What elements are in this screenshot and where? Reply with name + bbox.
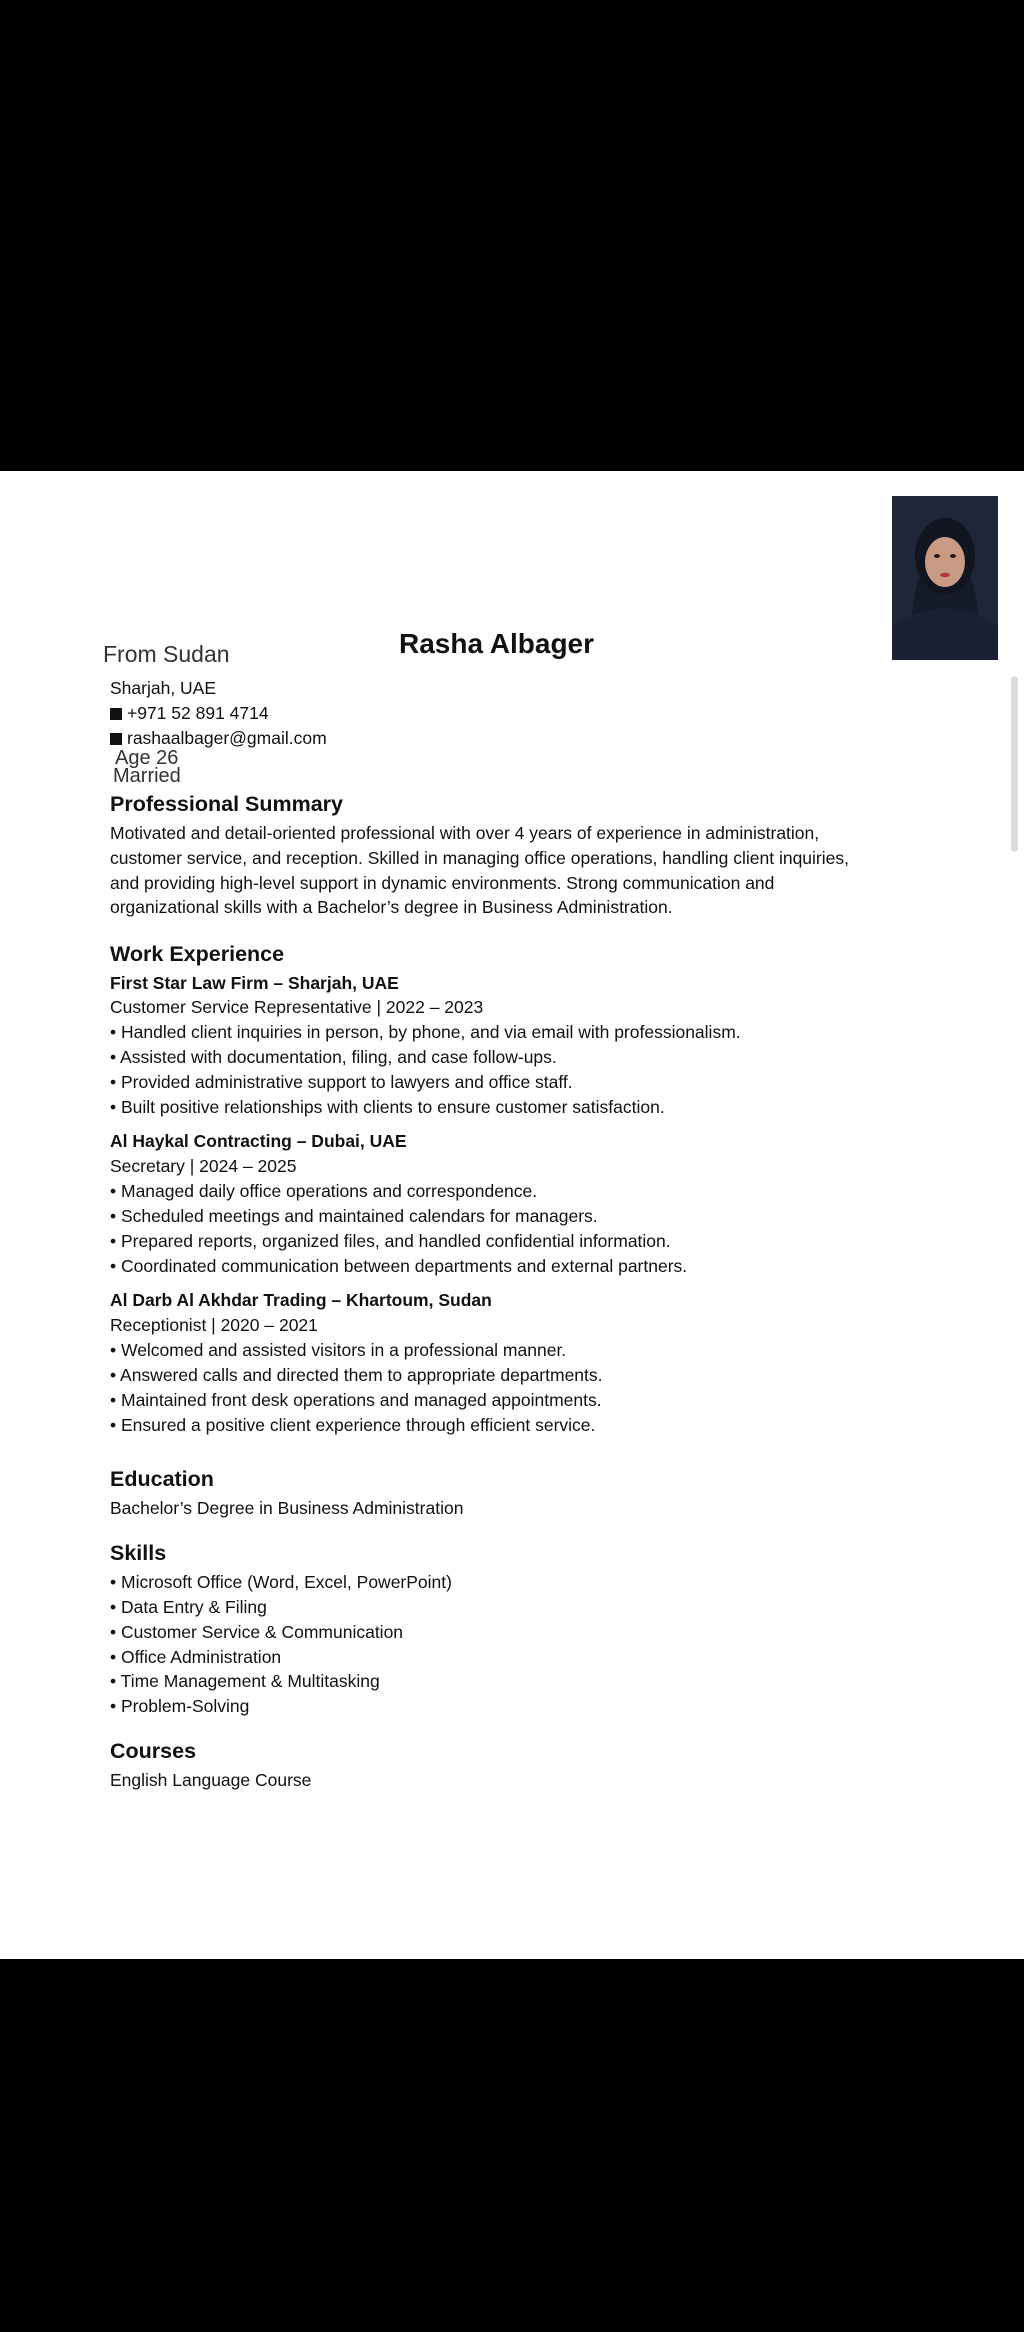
phone-text: +971 52 891 4714: [127, 703, 269, 723]
summary-line: Motivated and detail-oriented professional with over 4 years of experience in administration,: [110, 823, 820, 843]
work-experience-heading: Work Experience: [110, 942, 285, 966]
job-bullet: • Maintained front desk operations and managed appointments.: [110, 1390, 602, 1410]
job-bullet: • Built positive relationships with clients to ensure customer satisfaction.: [110, 1097, 665, 1117]
job-bullet: • Assisted with documentation, filing, and case follow-ups.: [110, 1047, 557, 1067]
age-text: Age 26: [115, 747, 179, 769]
job-role: Customer Service Representative | 2022 – 2023: [110, 997, 484, 1017]
skill-item: • Office Administration: [110, 1647, 282, 1667]
skill-item: • Data Entry & Filing: [110, 1597, 267, 1617]
courses-heading: Courses: [110, 1739, 197, 1763]
job-bullet: • Welcomed and assisted visitors in a professional manner.: [110, 1340, 567, 1360]
job-bullet: • Handled client inquiries in person, by phone, and via email with professionalism.: [110, 1022, 741, 1042]
job-role: Receptionist | 2020 – 2021: [110, 1315, 318, 1335]
skill-item: • Microsoft Office (Word, Excel, PowerPoint): [110, 1572, 452, 1592]
square-bullet-icon: [110, 708, 122, 720]
skill-item: • Customer Service & Communication: [110, 1622, 404, 1642]
education-heading: Education: [110, 1467, 214, 1491]
marital-status-text: Married: [113, 765, 181, 787]
candidate-name: Rasha Albager: [399, 628, 595, 659]
summary-line: customer service, and reception. Skilled in managing office operations, handling client inquiries,: [110, 848, 849, 868]
origin-text: From Sudan: [103, 641, 230, 667]
location-text: Sharjah, UAE: [110, 678, 217, 698]
job-company: Al Haykal Contracting – Dubai, UAE: [110, 1131, 407, 1151]
scrollbar[interactable]: [1011, 676, 1018, 852]
education-text: Bachelor’s Degree in Business Administration: [110, 1498, 464, 1518]
job-company: Al Darb Al Akhdar Trading – Khartoum, Sudan: [110, 1290, 492, 1310]
phone-row: [110, 703, 269, 724]
email-row: [110, 728, 327, 749]
course-text: English Language Course: [110, 1770, 312, 1790]
email-text: rashaalbager@gmail.com: [127, 728, 327, 748]
resume-page: [0, 471, 1024, 1959]
summary-line: organizational skills with a Bachelor’s degree in Business Administration.: [110, 897, 673, 917]
skill-item: • Time Management & Multitasking: [110, 1671, 380, 1691]
summary-line: and providing high-level support in dynamic environments. Strong communication and: [110, 873, 775, 893]
skills-heading: Skills: [110, 1541, 167, 1565]
summary-heading: Professional Summary: [110, 792, 344, 816]
skill-item: • Problem-Solving: [110, 1696, 250, 1716]
square-bullet-icon: [110, 733, 122, 745]
job-company: First Star Law Firm – Sharjah, UAE: [110, 973, 399, 993]
job-bullet: • Answered calls and directed them to appropriate departments.: [110, 1365, 603, 1385]
job-bullet: • Managed daily office operations and correspondence.: [110, 1181, 538, 1201]
job-bullet: • Ensured a positive client experience through efficient service.: [110, 1415, 596, 1435]
profile-photo: [892, 496, 998, 660]
job-bullet: • Provided administrative support to lawyers and office staff.: [110, 1072, 573, 1092]
job-bullet: • Coordinated communication between departments and external partners.: [110, 1256, 688, 1276]
job-bullet: • Prepared reports, organized files, and handled confidential information.: [110, 1231, 671, 1251]
job-role: Secretary | 2024 – 2025: [110, 1156, 297, 1176]
job-bullet: • Scheduled meetings and maintained calendars for managers.: [110, 1206, 598, 1226]
